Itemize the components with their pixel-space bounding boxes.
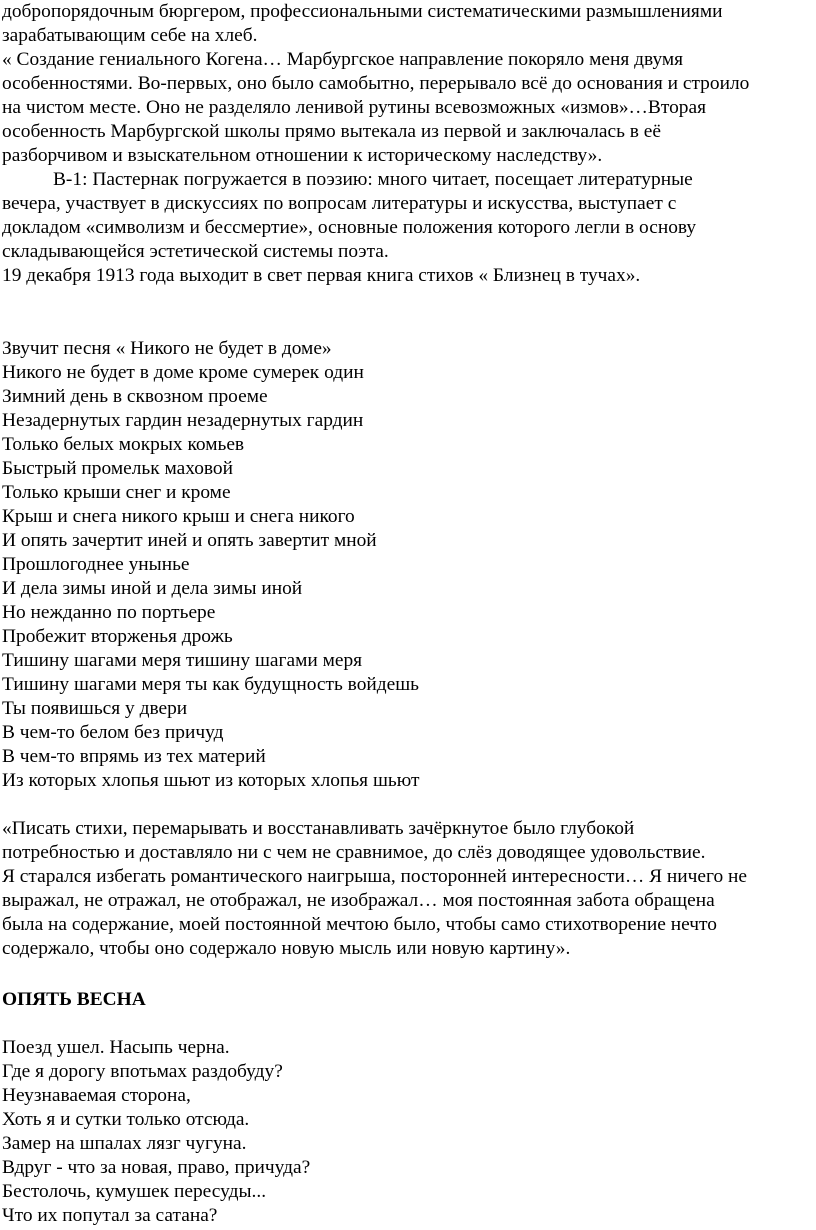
poem-line: Тишину шагами меря ты как будущность войдешь	[2, 674, 420, 695]
poem-line: Только крыши снег и кроме	[2, 482, 231, 503]
text-line: особенностями. Во-первых, оно было самобытно, перерывало всё до основания и строило	[2, 73, 750, 94]
text-line: зарабатывающим себе на хлеб.	[2, 25, 258, 46]
text-line: В-1: Пастернак погружается в поэзию: много читает, посещает литературные	[53, 169, 693, 190]
text-line: содержало, чтобы оно содержало новую мысль или новую картину».	[2, 938, 571, 959]
poem-two-heading	[0, 988, 816, 1012]
poem-line: Вдруг - что за новая, право, причуда?	[2, 1157, 311, 1178]
text-line: особенность Марбургской школы прямо вытекала из первой и заключалась в её	[2, 121, 662, 142]
poem-line: В чем-то белом без причуд	[2, 722, 224, 743]
poem-line: Незадернутых гардин незадернутых гардин	[2, 410, 364, 431]
poem-line: Только белых мокрых комьев	[2, 434, 245, 455]
text-line: докладом «символизм и бессмертие», основные положения которого легли в основу	[2, 217, 697, 238]
text-line: складывающейся эстетической системы поэта.	[2, 241, 389, 262]
poem-line: Пробежит вторженья дрожь	[2, 626, 233, 647]
song-intro: Звучит песня « Никого не будет в доме»	[2, 338, 332, 359]
poem-line: И опять зачертит иней и опять завертит мной	[2, 530, 377, 551]
quote-paragraph	[0, 817, 816, 961]
text-line: « Создание гениального Когена… Марбургское направление покоряло меня двумя	[2, 49, 684, 70]
poem-line: Замер на шпалах лязг чугуна.	[2, 1133, 247, 1154]
poem-one	[0, 337, 816, 793]
poem-line: Но нежданно по портьере	[2, 602, 216, 623]
poem-line: Тишину шагами меря тишину шагами меря	[2, 650, 363, 671]
poem-line: Ты появишься у двери	[2, 698, 188, 719]
poem-line: Поезд ушел. Насыпь черна.	[2, 1037, 230, 1058]
poem-line: И дела зимы иной и дела зимы иной	[2, 578, 303, 599]
poem-line: Где я дорогу впотьмах раздобуду?	[2, 1061, 283, 1082]
text-line: вечера, участвует в дискуссиях по вопросам литературы и искусства, выступает с	[2, 193, 677, 214]
text-line: была на содержание, моей постоянной мечтою было, чтобы само стихотворение нечто	[2, 914, 717, 935]
poem-line: Хоть я и сутки только отсюда.	[2, 1109, 250, 1130]
text-line: добропорядочным бюргером, профессиональными систематическими размышлениями	[2, 1, 723, 22]
intro-paragraphs	[0, 0, 816, 288]
poem-line: Что их попутал за сатана?	[2, 1205, 218, 1226]
poem-title: ОПЯТЬ ВЕСНА	[2, 989, 146, 1010]
text-line: на чистом месте. Оно не разделяло ленивой рутины всевозможных «измов»…Вторая	[2, 97, 706, 118]
poem-line: Бестолочь, кумушек пересуды...	[2, 1181, 267, 1202]
text-line: 19 декабря 1913 года выходит в свет первая книга стихов « Близнец в тучах».	[2, 265, 641, 286]
poem-line: Зимний день в сквозном проеме	[2, 386, 268, 407]
poem-line: Прошлогоднее унынье	[2, 554, 190, 575]
poem-line: Никого не будет в доме кроме сумерек один	[2, 362, 364, 383]
poem-line: Быстрый промельк маховой	[2, 458, 233, 479]
poem-line: Неузнаваемая сторона,	[2, 1085, 191, 1106]
text-line: разборчивом и взыскательном отношении к историческому наследству».	[2, 145, 603, 166]
text-line: потребностью и доставляло ни с чем не сравнимое, до слёз доводящее удовольствие.	[2, 842, 706, 863]
poem-line: В чем-то впрямь из тех материй	[2, 746, 266, 767]
text-line: выражал, не отражал, не отображал, не изображал… моя постоянная забота обращена	[2, 890, 715, 911]
poem-line: Крыш и снега никого крыш и снега никого	[2, 506, 355, 527]
text-line: Я старался избегать романтического наигрыша, посторонней интересности… Я ничего не	[2, 866, 747, 887]
poem-line: Из которых хлопья шьют из которых хлопья шьют	[2, 770, 420, 791]
poem-two	[0, 1036, 816, 1228]
text-line: «Писать стихи, перемарывать и восстанавливать зачёркнутое было глубокой	[2, 818, 635, 839]
